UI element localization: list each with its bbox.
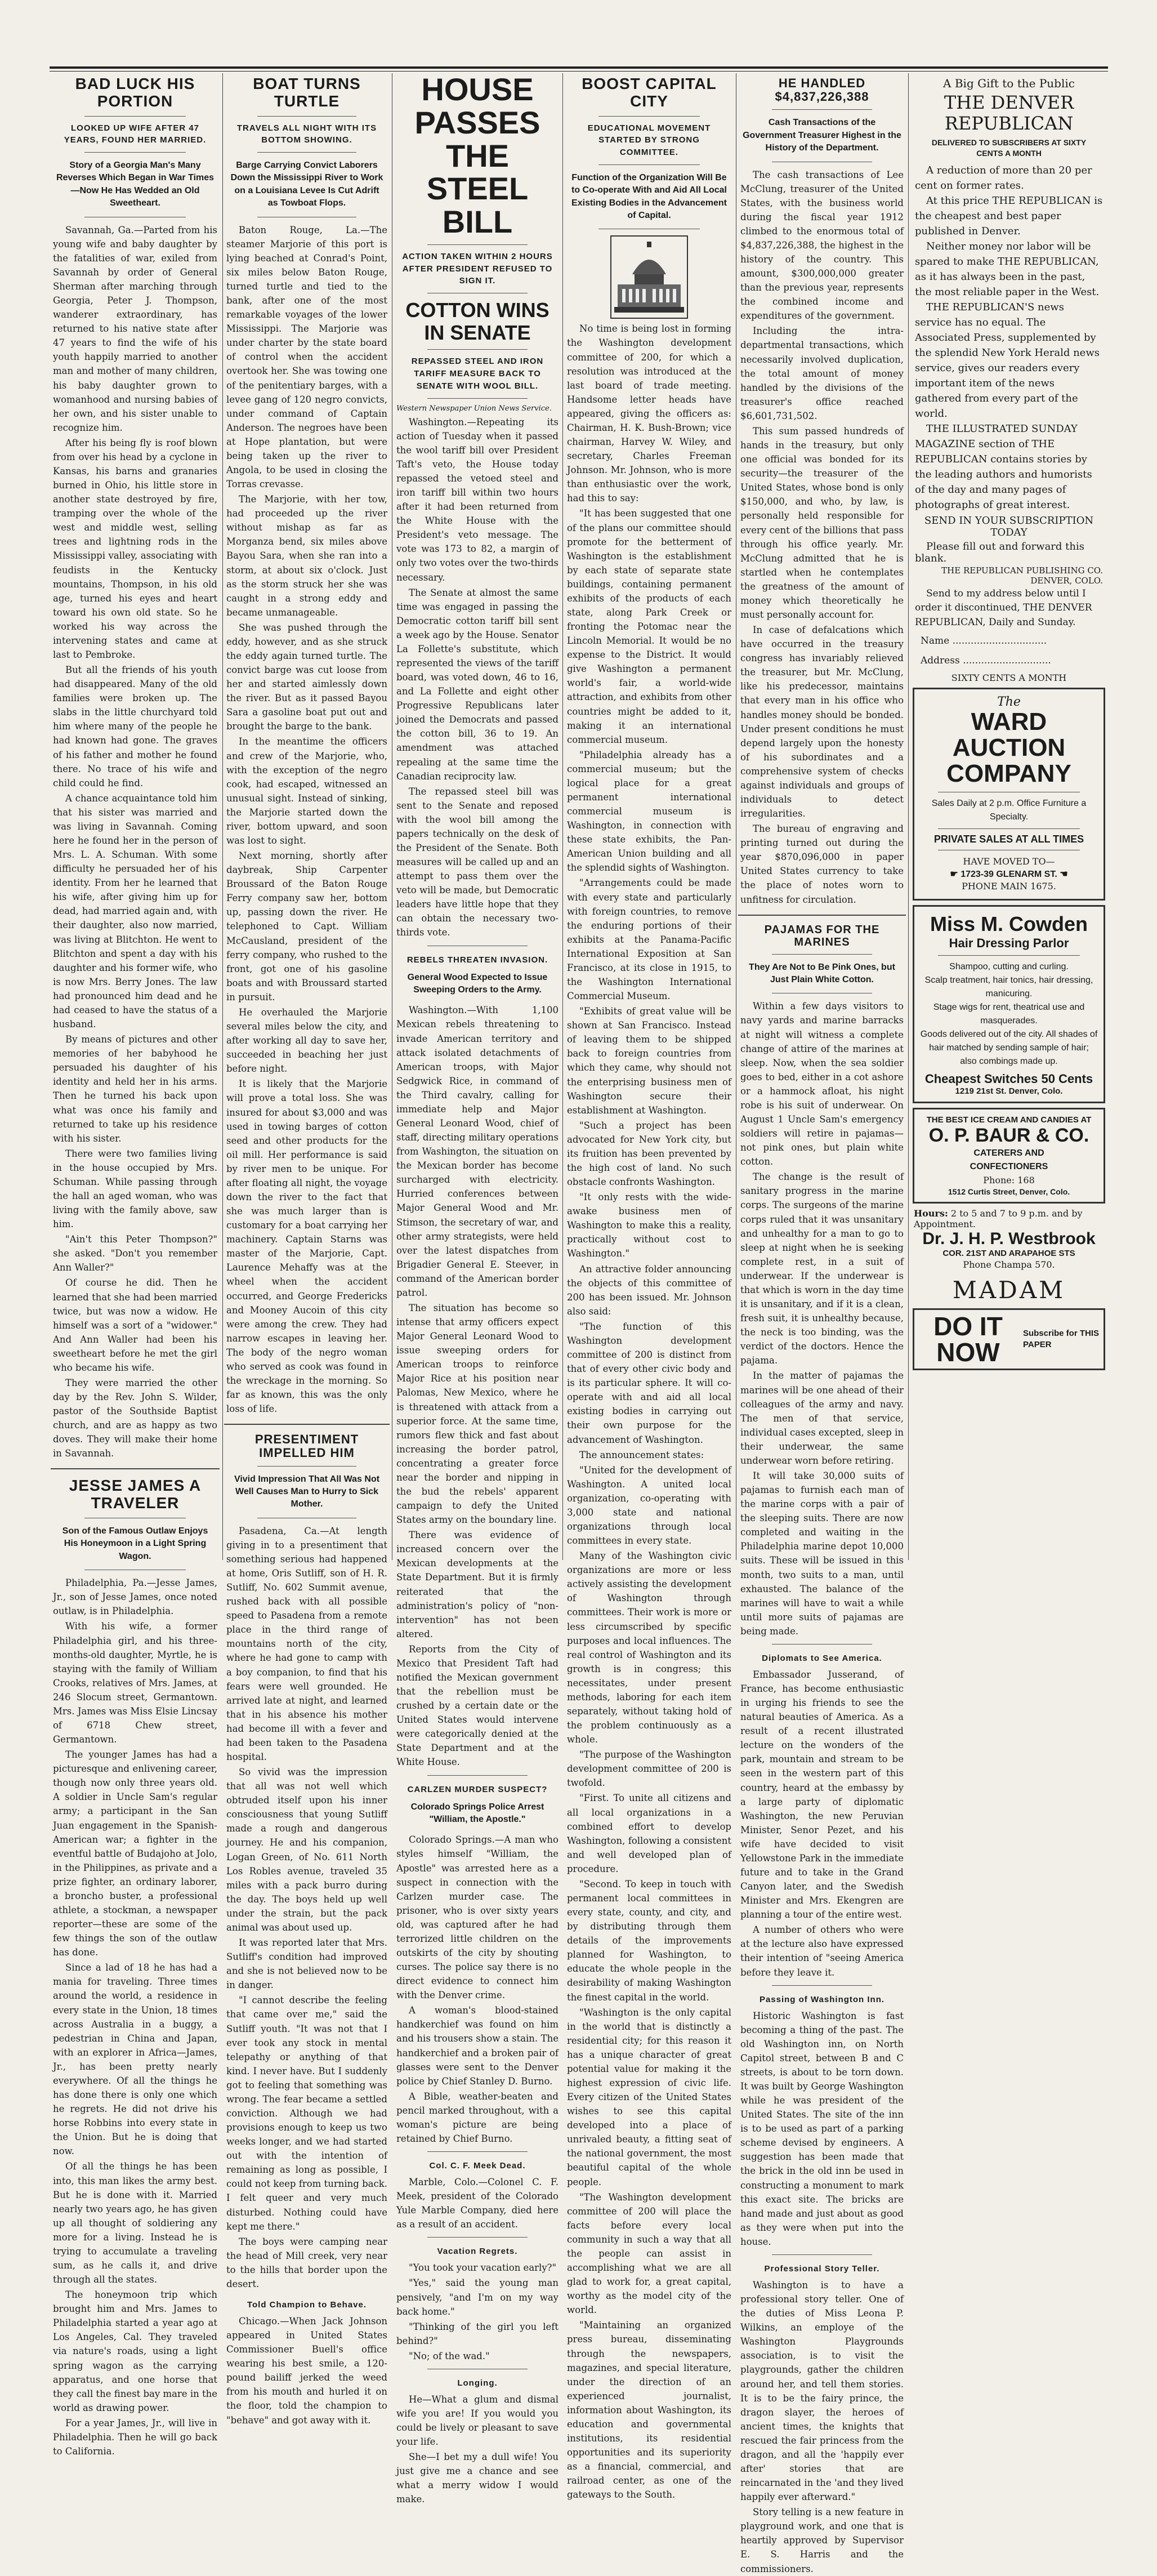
paragraph: It was reported later that Mrs. Sutliff's condition had improved and she is not believed now to be in danger. xyxy=(226,1937,387,1991)
cowden-services xyxy=(920,960,1098,1068)
paragraph: The repassed steel bill was sent to the Senate and reposed with the wool bill among the papers technically on the desk of the President of the Senate. Both measures will be called up and an attempt to pass them over the veto will be made, but Democratic leaders have little hope that they can obtain the necessary two-thirds vote. xyxy=(396,786,559,938)
ward-name: WARD AUCTION COMPANY xyxy=(946,708,1071,788)
paragraph: The Marjorie, with her tow, had proceeded up the river without mishap as far as Morganza bend, six miles above Bayou Sara, when she ran into a storm, at about six o'clock. Just as the storm struck her she was caught in a strong eddy and became unmanageable. xyxy=(226,494,387,618)
paragraph: The boys were camping near the head of Mill creek, very near to the hills that border upon the desert. xyxy=(226,2236,387,2289)
paragraph: After his being fly is roof blown from over his head by a cyclone in Kansas, his barns and granaries burned in Ohio, his little store in another state destroyed by fire, tramping over the whole of the west and middle west, selling trees and lightning rods in the Mississippi valley, associating with feudists in the Kentucky mountains, Thompson, in his old age, turned his eyes and heart toward his own old state. So he worked his way across the intervening states and came at last to Pembroke. xyxy=(53,437,217,660)
subdeck: Vivid Impression That All Was Not Well Causes Man to Hurry to Sick Mother. xyxy=(234,1474,380,1509)
do-it-now: DO IT NOW xyxy=(933,1311,1003,1367)
subdeck: General Wood Expected to Issue Sweeping Orders to the Army. xyxy=(407,972,548,995)
column-2 xyxy=(224,73,390,2426)
paragraph: The situation has become so intense that army officers expect Major General Leonard Wood to issue sweeping orders for American troops to reinforce Major Rice at his position near Palomas, New Mexico, where he is threatened with attack from a superior force. At the same time, rumors flew thick and fast about increasing the border patrol, concentrating a greater force near the border and nipping in the bud the rebels' apparent campaign to defy the United States army on the boundary line. xyxy=(396,1302,559,1526)
paragraph: "Such a project has been advocated for New York city, but its fruition has been prevented by the high cost of land. No such obstacle confronts Washington. xyxy=(567,1120,731,1188)
deck: EDUCATIONAL MOVEMENT STARTED BY STRONG COMMITTEE. xyxy=(587,123,711,158)
paragraph: At this price THE REPUBLICAN is the cheapest and best paper published in Denver. xyxy=(915,194,1103,237)
headline-cotton-wins: COTTON WINS IN SENATE xyxy=(405,298,550,344)
article-body xyxy=(53,1576,217,2458)
headline-house-passes: HOUSE PASSES THE STEEL BILL xyxy=(414,72,540,240)
paragraph: "Ain't this Peter Thompson?" she asked. "Don't you remember Ann Waller?" xyxy=(53,1234,217,1273)
paragraph: She—I bet my a dull wife! You just give me a chance and see what a merry widow I would make. xyxy=(396,2452,559,2505)
paragraph: Philadelphia, Pa.—Jesse James, Jr., son of Jesse James, once noted outlaw, is in Philadelphia. xyxy=(53,1577,217,1617)
deck: ACTION TAKEN WITHIN 2 HOURS AFTER PRESIDENT REFUSED TO SIGN IT. xyxy=(402,251,553,286)
paragraph: The honeymoon trip which brought him and Mrs. James to Philadelphia started a year ago at Los Angeles, Cal. They traveled via nature's roads, using a light spring wagon as the carrying apparatus, and one horse that they call the finest bay mare in the world as drawing power. xyxy=(53,2289,217,2413)
article-body xyxy=(740,999,904,1638)
subdeck: They Are Not to Be Pink Ones, but Just Plain White Cotton. xyxy=(749,962,895,984)
cowden-price: Cheapest Switches 50 Cents xyxy=(924,1071,1093,1086)
paragraph: Of course he did. Then he learned that she had been married twice, but was now a widow. He himself was a sort of a "widower." And Ann Waller had been his sweetheart before he met the girl who became his wife. xyxy=(53,1277,217,1373)
paragraph: Pasadena, Ca.—At length giving in to a presentiment that something serious had happened at home, Oris Sutliff, son of H. R. Sutliff, No. 602 Summit avenue, rushed back with all possible speed to Pasadena from a remote place in the third range of mountains north of the city, where he had gone to camp with a boy companion, to find that his fears were well grounded. He arrived late at night, and learned that in his absence his mother had become ill with a fever and had been taken to the Pasadena hospital. xyxy=(226,1525,387,1763)
paragraph: The change is the result of sanitary progress in the marine corps. The surgeons of the marine corps ruled that it was unsanitary and unhealthy for a man to go to sleep at night when he is seeking complete rest, in a suit of underwear. If the underwear is that which is worn in the day time it is unsanitary, and if it is a clean, fresh suit, it is unhealthy because, the neck is too binding, was the verdict of the doctors. Hence the pajama. xyxy=(740,1171,904,1366)
paragraph: "It only rests with the wide-awake business men of Washington to make this a reality, practically without cost to Washington." xyxy=(567,1192,731,1259)
paragraph: "Second. To keep in touch with permanent local committees in every state, county, and city, and by distributing through them details of the improvements planned for Washington, to educate the whole people in the desirability of making Washington the finest capital in the world. xyxy=(567,1878,731,2003)
paragraph: Next morning, shortly after daybreak, Ship Carpenter Broussard of the Baton Rouge Ferry company saw her, bottom up, passing down the river. He telephoned to Capt. William McCausland, president of the ferry company, who rushed to the front, got one of his gasoline boats and with Broussard started in pursuit. xyxy=(226,850,387,1002)
baur-address: 1512 Curtis Street, Denver, Colo. xyxy=(948,1187,1070,1196)
paragraph: The announcement states: xyxy=(579,1449,704,1460)
madam-text: MADAM xyxy=(952,1276,1066,1304)
paragraph: The Senate at almost the same time was engaged in passing the Democratic cotton tariff bill sent a week ago by the House. Senator La Follette's substitute, which represented the views of the tariff board, was voted down, 46 to 16, and La Follette and eight other Progressive Republicans later joined the Democrats and passed the cotton bill, 36 to 19. An amendment was attached repealing at the same time the Canadian reciprocity law. xyxy=(396,587,559,782)
divider xyxy=(598,116,700,117)
ad-title: THE DENVER REPUBLICAN xyxy=(944,92,1074,134)
paragraph: "It has been suggested that one of the plans our committee should promote for the betterment of Washington is the establishment by each state of separate state buildings, containing permanent exhibits of the products of each state, along Park Creek or fronting the Potomac near the Lincoln Memorial. It would be no expense to the District. It would give Washington a permanent world's fair, a world-wide attraction, and exhibits from other countries might be added to it, making it an international commercial museum. xyxy=(567,508,731,745)
headline-presentiment: PRESENTIMENT IMPELLED HIM xyxy=(254,1432,359,1460)
subdeck: Barge Carrying Convict Laborers Down the Mississippi River to Work on a Louisiana Levee Is Cut Adrift as Towboat Flops. xyxy=(230,161,383,208)
address-field[interactable]: Address ............................. xyxy=(921,655,1051,667)
paragraph: "Washington is the only capital in the world that is distinctly a residential city; for this reason it has a unique character of great potential value for making it the highest expression of civic life. Every citizen of the United States wishes to see this capital developed into a place of unrivaled beauty, a fitting seat of the national government, the most beautiful capital of the whole people. xyxy=(567,2007,731,2187)
baur-phone: Phone: 168 xyxy=(983,1174,1035,1186)
article-body xyxy=(396,1003,559,1769)
paragraph: It will take 30,000 suits of pajamas to furnish each man of the marine corps with a pair of the sleeping suits. There are now completed and waiting in the Philadelphia marine depot 10,000 suits. These will be issued in this month, two suits to a man, until exhausted. The balance of the marines will have to wait a while until more suits of pajamas are being made. xyxy=(740,1470,904,1637)
paragraph: The bureau of engraving and printing turned out during the year $870,096,000 in paper United States currency to take the place of notes worn to unfitness for circulation. xyxy=(740,823,904,905)
article-body xyxy=(567,322,731,2502)
paragraph: Savannah, Ga.—Parted from his young wife and baby daughter by the fatalities of war, exiled from Savannah by order of General Sherman after marching through Georgia, Peter J. Thompson, wanderer extraordinary, has returned to his native state after 47 years to find the wife of his youth happily married to another man and mother of many children, his baby daughter grown to womanhood and nursing babies of her own, and his sister unable to recognize him. xyxy=(53,224,217,433)
paragraph: Chicago.—When Jack Johnson appeared in United States Commissioner Buell's office wearing his best smile, a 120-pound bailiff jerked the weed from his mouth and hurled it on the floor, told the champion to "behave" and got away with it. xyxy=(226,2315,387,2426)
top-rule xyxy=(50,66,1108,69)
paragraph: Historic Washington is fast becoming a thing of the past. The old Washington inn, on North Capitol street, between B and C streets, is about to be torn down. It was built by George Washington while he was president of the United States. The site of the inn is to be used as part of a parking scheme devised by engineers. A suggestion has been made that the brick in the old inn be used in constructing a monument to mark this exact site. The bricks are hand made and just about as good as they were when put into the house. xyxy=(740,2010,904,2247)
paragraph: Washington.—With 1,100 Mexican rebels threatening to invade American territory and attack isolated detachments of American troops, with Major Sedgwick Rice, in command of the Third cavalry, calling for immediate help and Major General Leonard Wood, chief of staff, directing military operations from Washington, the situation on the Mexican border has become surcharged with electricity. Hurried conferences between Major General Wood and Mr. Stimson, the secretary of war, and other army strategists, were held over the latest dispatches from Brigadier General E. Steever, in command of the American border patrol. xyxy=(396,1005,559,1298)
ward-address-text: 1723-39 GLENARM ST. xyxy=(961,869,1057,879)
capitol-building-illustration xyxy=(610,235,689,319)
ad-intro: A Big Gift to the Public xyxy=(943,77,1075,90)
paragraph: Of all the things he has been into, this man likes the army best. But he is done with it. Married nearly two years ago, he has given up all thought of soldiering any more for a living. Instead he is trying to accumulate a traveling sum, as he calls it, and drive through all the states. xyxy=(53,2161,217,2285)
article-body xyxy=(396,1833,559,2146)
headline-pajamas: PAJAMAS FOR THE MARINES xyxy=(764,923,880,948)
paragraph: For a year James, Jr., will live in Philadelphia. Then he will go back to California. xyxy=(53,2417,217,2457)
column-4 xyxy=(565,73,734,2501)
fill-blank: Please fill out and forward this blank. xyxy=(915,540,1084,564)
paragraph: "No; of the wad." xyxy=(409,2350,490,2361)
divider xyxy=(738,915,906,916)
paragraph: "I cannot describe the feeling that came over me," said the Sutliff youth. "It was not that I ever took any stock in mental telepathy or anything of that kind. I never have. But I suddenly got to feeling that something was wrong. The fear became a settled conviction. Although we had provisions enough to keep us two weeks longer, and we had started out with the intention of remaining as long as possible, I could not keep from turning back. I felt queer and very much disturbed. Nothing could have kept me there." xyxy=(226,1995,387,2232)
divider xyxy=(427,244,528,245)
paragraph: "Arrangements could be made with every state and particularly with foreign countries, to remove the enduring portions of their exhibits at the Panama-Pacific International Exposition at San Francisco, at its close in 1915, to the Washington International Commercial Museum. xyxy=(567,877,731,1002)
paragraph: Neither money nor labor will be spared to make THE REPUBLICAN, as it has always been in the past, the most reliable paper in the West. xyxy=(915,240,1100,298)
article-body xyxy=(740,168,904,907)
paragraph: Reports from the City of Mexico that President Taft had notified the Mexican government that the rebellion must be crushed by a certain date or the United States would intervene were categorically denied at the State Department and at the White House. xyxy=(396,1643,559,1768)
paragraph: Including the intra-departmental transactions, which necessarily involved duplication, the total amount of money handled by the divisions of the treasurer's office reached $6,601,731,502. xyxy=(740,326,904,421)
service-line: Goods delivered out of the city. All shades of hair matched by sending sample of hair; also combings made up. xyxy=(920,1029,1098,1066)
divider xyxy=(772,954,873,955)
divider xyxy=(598,164,700,165)
deck: LOOKED UP WIFE AFTER 47 YEARS, FOUND HER MARRIED. xyxy=(64,123,207,145)
paragraph: There were two families living in the house occupied by Mrs. Schuman. While passing through the hall an aged woman, who was living with the family above, saw him. xyxy=(53,1148,217,1230)
column-separator xyxy=(222,73,223,1560)
paragraph: "United for the development of Washington. A united local organization, co-operating with 3,000 state and national organizations through local committees in every state. xyxy=(567,1464,731,1547)
column-5 xyxy=(738,73,906,2574)
headline-jesse-james: JESSE JAMES A TRAVELER xyxy=(69,1477,202,1512)
paragraph: So vivid was the impression that all was not well which obtruded itself upon his inner consciousness that young Sutliff made a rough and dangerous journey. He and his companion, Logan Green, of No. 611 North Los Robles avenue, traveled 35 miles with a pack burro during the day. The boys held up well under the strain, but the pack animal was about used up. xyxy=(226,1767,387,1933)
column-6-ads xyxy=(910,73,1107,1560)
divider xyxy=(772,1985,873,1986)
article-body xyxy=(226,223,387,1416)
paragraph: This sum passed hundreds of hands in the treasury, but only one official was bonded for its security—the treasurer of the United States, whose bond is only $150,000, and who, by law, is personally held responsible for every cent of the billions that pass through his office yearly. Mr. McClung admitted that he is startled when he contemplates the greatness of the amount of money which theoretically he must personally account for. xyxy=(740,425,904,620)
article-body xyxy=(396,415,559,940)
cowden-sub: Hair Dressing Parlor xyxy=(949,935,1069,950)
order-text: Send to my address below until I order it discontinued, THE DENVER REPUBLICAN, Daily and Sunday. xyxy=(915,587,1092,628)
send-subscription: SEND IN YOUR SUBSCRIPTION TODAY xyxy=(924,514,1094,538)
subdeck: Colorado Springs Police Arrest "William, the Apostle." xyxy=(410,1802,544,1824)
paragraph: In the matter of pajamas the marines will be one ahead of their colleagues of the army and navy. The men of that service, individual cases excepted, sleep in their underwear, the same underwear worn before retiring. xyxy=(740,1370,904,1466)
paragraph: "You took your vacation early?" xyxy=(409,2262,557,2274)
paragraph: Marble, Colo.—Colonel C. F. Meek, president of the Colorado Yule Marble Company, died here as a result of an accident. xyxy=(396,2177,559,2230)
do-it-now-sub: Subscribe for THIS PAPER xyxy=(1022,1329,1099,1349)
divider xyxy=(224,1424,390,1425)
paragraph: Within a few days visitors to navy yards and marine barracks at night will witness a complete change of attire of the marines at sleep. Now, when the sea soldier goes to bed, either in a cot ashore or a hammock afloat, his night robe is his suit of underwear. On August 1 Uncle Sam's emergency soldiers will retire in pajamas—not pink ones, but plain white cotton. xyxy=(740,1001,904,1167)
hand-pointer-icon: ☛ xyxy=(950,869,958,879)
paragraph: In the meantime the officers and crew of the Marjorie, who, with the exception of the negro cook, had escaped, witnessed an unusual sight. Instead of sinking, the Marjorie started down the river, bottom upward, and soon was lost to sight. xyxy=(226,736,387,846)
paragraph: Baton Rouge, La.—The steamer Marjorie of this port is lying beached at Conrad's Point, six miles below Baton Rouge, turned turtle and tied to the bank, after one of the most remarkable voyages of the lower Mississippi. The Marjorie was under charter by the state board of control when the accident overtook her. She was towing one of the penitentiary barges, with a levee gang of 120 negro convicts, under command of Captain Anderson. The negroes have been at Hope plantation, but were being taken up the river to Angola, to be used in closing the Torras crevasse. xyxy=(226,224,387,490)
paragraph: With his wife, a former Philadelphia girl, and his three-months-old daughter, Myrtle, he is staying with the family of William Crooks, relatives of Mrs. James, at 246 Slocum street, Germantown. Mrs. James was Miss Elsie Lincsay of 6718 Chew street, Germantown. xyxy=(53,1621,217,1745)
paragraph: A number of others who were at the lecture also have expressed their intention of "seeing America before they leave it. xyxy=(740,1924,904,1978)
article-body xyxy=(740,2009,904,2249)
paragraph: THE REPUBLICAN'S news service has no equal. The Associated Press, supplemented by the splendid New York Herald news service, gives our readers every important item of the news gathered from every part of the world. xyxy=(915,301,1100,420)
subdeck: Son of the Famous Outlaw Enjoys His Honeymoon in a Light Spring Wagon. xyxy=(62,1526,208,1561)
headline-boat-turns-turtle: BOAT TURNS TURTLE xyxy=(253,75,361,110)
deck: REPASSED STEEL AND IRON TARIFF MEASURE BACK TO SENATE WITH WOOL BILL. xyxy=(411,356,544,391)
news-service-credit: Western Newspaper Union News Service. xyxy=(396,404,552,413)
hand-pointer-icon: ☚ xyxy=(1060,869,1068,879)
column-separator xyxy=(562,73,563,1560)
paragraph: Many of the Washington civic organizations are more or less actively assisting the development of Washington through committees. Their work is more or less circumscribed by specific purposes and local influences. The real control of Washington and its growth is in congress; this necessitates, under present methods, laboring for each item separately, without taking hold of the problem continuously as a whole. xyxy=(567,1550,731,1745)
price-line: SIXTY CENTS A MONTH xyxy=(951,672,1067,684)
column-separator xyxy=(908,73,909,1560)
cowden-ad xyxy=(913,905,1105,1103)
westbrook-ad xyxy=(914,1208,1104,1304)
do-it-now-ad xyxy=(913,1308,1105,1370)
cowden-name: Miss M. Cowden xyxy=(930,912,1088,935)
paragraph: "Philadelphia already has a commercial museum; but the logical place for a great permanent international commercial museum is Washington, in connection with these state exhibits, the Pan-American Union building and all the splendid sights of Washington. xyxy=(567,749,731,873)
subdeck: Cash Transactions of the Government Treasurer Highest in the History of the Department. xyxy=(743,118,901,153)
baur-top: THE BEST ICE CREAM AND CANDIES AT xyxy=(926,1115,1092,1125)
paragraph: A chance acquaintance told him that his sister was married and was living in Savannah. Coming here he found her in the person of Mrs. L. A. Schuman. With some difficulty he persuaded her of his identity. From her he learned that his wife, after giving him up for dead, had married again and, with their daughter, also now married, was living at Blitchton. He went to Blitchton and spent a day with his daughter and his former wife, who is now Mrs. Berry Jones. The law had pronounced him dead and he had ceased to have the status of a husband. xyxy=(53,792,217,1030)
baur-line: CATERERS AND xyxy=(973,1148,1044,1158)
paragraph: A reduction of more than 20 per cent on former rates. xyxy=(915,164,1092,191)
paragraph: "The purpose of the Washington development committee of 200 is twofold. xyxy=(567,1749,731,1789)
paragraph: THE ILLUSTRATED SUNDAY MAGAZINE section of THE REPUBLICAN contains stories by the leading authors and humorists of the day and many pages of photographs of great interest. xyxy=(915,422,1092,511)
paragraph: By means of pictures and other memories of her babyhood he persuaded his daughter of his identity and held her in his arms. Then he turned his back upon what was once his family and returned to take up his residence with his sister. xyxy=(53,1034,217,1144)
headline-he-handled: HE HANDLED $4,837,226,388 xyxy=(775,76,869,104)
divider xyxy=(427,1775,528,1776)
paragraph: "Yes," said the young man pensively, "and I'm on my way back home." xyxy=(396,2278,559,2317)
headline-bad-luck: BAD LUCK HIS PORTION xyxy=(75,75,195,110)
paragraph: "First. To unite all citizens and all local organizations in a combined effort to develop Washington, following a consistent and well developed plan of procedure. xyxy=(567,1793,731,1874)
ward-sales: Sales Daily at 2 p.m. Office Furniture a Specialty. xyxy=(931,798,1087,822)
paragraph: But all the friends of his youth had disappeared. Many of the old families were broken up. The slabs in the little churchyard told him where many of the people he had known had gone. The graves of his father and mother he found there. No trace of his wife and child could he find. xyxy=(53,665,217,788)
paragraph: There was evidence of increased concern over the Mexican developments at the State Department. But it is firmly reiterated that the administration's policy of "non-intervention" has not been altered. xyxy=(396,1530,559,1639)
paragraph: "Exhibits of great value will be shown at San Francisco. Instead of leaving them to be shipped back to foreign countries from which they came, why should not the enterprising business men of Washington secure their establishment at Washington. xyxy=(567,1006,731,1116)
divider xyxy=(84,116,186,117)
article-body xyxy=(740,2278,904,2576)
divider xyxy=(938,955,1080,956)
paragraph: "Thinking of the girl you left behind?" xyxy=(396,2321,559,2346)
paragraph: The cash transactions of Lee McClung, treasurer of the United States, with the business world during the fiscal year 1912 climbed to the enormous total of $4,837,226,388, the highest in the history of the country. This amount, $300,000,000 greater than the previous year, represents the combined income and expenditures of the government. xyxy=(740,169,904,322)
service-line: Scalp treatment, hair tonics, hair dressing, manicuring. xyxy=(924,975,1093,999)
paragraph: In case of defalcations which have occurred in the treasury congress has invariably relieved the treasurer, but Mr. McClung, like his predecessor, maintains that every man in his office who handles money should be bonded. Under present conditions he must depend largely upon the honesty of his subordinates and a comprehensive system of checks against individuals and groups of individuals to detect irregularities. xyxy=(740,625,904,819)
section-heading: Told Champion to Behave. xyxy=(247,2299,367,2310)
paragraph: The younger James has had a picturesque and enlivening career, though now only three years old. A soldier in Uncle Sam's regular army; a participant in the San Juan engagement in the Spanish-American war; a fighter in the eventful battle of Budajoho at Jolo, in the Philippines, as private and a prize fighter, an ordinary laborer, a broncho buster, a professional athlete, a stockman, a newspaper reporter—these are some of the few things the son of the outlaw has done. xyxy=(53,1749,217,1958)
divider xyxy=(257,1466,356,1467)
divider xyxy=(938,828,1080,829)
paragraph: Embassador Jusserand, of France, has become enthusiastic in urging his friends to see the natural beauties of America. As a result of a recent illustrated lecture on the wonders of the park, mountain and stream to be seen in the western part of this country, heard at the embassy by a large party of diplomatic Washington, the new Peruvian Minister, Senor Pezet, and his wife have decided to visit Yellowstone Park in the immediate future and to take in the Grand Canyon later, and the Swedish Minister and Mrs. Ekengren are planning a tour of the entire west. xyxy=(740,1669,904,1920)
doctor-phone: Phone Champa 570. xyxy=(963,1259,1055,1270)
paragraph: A Bible, weather-beaten and pencil marked throughout, with a woman's picture are being retained by Chief Burno. xyxy=(396,2091,559,2144)
service-line: Shampoo, cutting and curling. xyxy=(949,961,1069,971)
divider xyxy=(427,2151,528,2152)
divider xyxy=(84,152,186,153)
hours-value: 2 to 5 and 7 to 9 p.m. and by Appointment. xyxy=(914,1207,1083,1229)
subdeck: Function of the Organization Will Be to Co-operate With and Aid All Local Existing Bodies in the Advancement of Capital. xyxy=(571,172,727,221)
paragraph: They were married the other day by the Rev. John S. Wilder, pastor of the Southside Baptist church, and are as happy as two doves. They will make their home in Savannah. xyxy=(53,1377,217,1459)
paragraph: He overhauled the Marjorie several miles below the city, and after working all day to save her, succeeded in beaching her just before night. xyxy=(226,1006,387,1075)
address-label: Address xyxy=(921,655,960,667)
section-heading: CARLZEN MURDER SUSPECT? xyxy=(407,1784,548,1794)
article-body xyxy=(396,2175,559,2231)
column-1 xyxy=(51,73,220,2457)
paragraph: She was pushed through the eddy, however, and as she struck the eddy again turned turtle. The convict barge was cut loose from her and started aimlessly down the river. But as it passed Bayou Sara a gasoline boat put out and brought the barge to the bank. xyxy=(226,622,387,732)
baur-name: O. P. BAUR & CO. xyxy=(928,1124,1089,1146)
ad-subtitle: DELIVERED TO SUBSCRIBERS AT SIXTY CENTS A MONTH xyxy=(931,137,1087,158)
paragraph: "Maintaining an organized press bureau, disseminating through the newspapers, magazines, and special literature, under the direction of an experienced journalist, information about Washington, its education and governmental institutions, its residential opportunities and its superiority as a financial, commercial, and railroad center, as one of the gateways to the South. xyxy=(567,2320,731,2501)
name-label: Name xyxy=(921,635,950,647)
article-body xyxy=(226,2314,387,2427)
top-rule-thin xyxy=(50,71,1108,72)
divider xyxy=(257,116,356,117)
paragraph: Colorado Springs.—A man who styles himself "William, the Apostle" was arrested here as a suspect in connection with the Carlzen murder case. The prisoner, who is over sixty years old, was captured after he had terrorized little children on the outskirts of the city by shouting curses. The police say there is no direct evidence to connect him with the Denver crime. xyxy=(396,1834,559,2001)
baur-line: CONFECTIONERS xyxy=(970,1161,1048,1171)
hours-line xyxy=(914,1208,1104,1229)
paragraph: Washington.—Repeating its action of Tuesday when it passed the wool tariff bill over President Taft's veto, the House today repassed the vetoed steel and iron tariff bill within two hours after it had been returned from the White House with the President's veto message. The vote was 173 to 82, a margin of only two votes over the two-thirds necessary. xyxy=(396,416,559,583)
paragraph: He—What a glum and dismal wife you are! If you would you could be lively or pleasant to save your life. xyxy=(396,2394,559,2448)
hours-label: Hours: xyxy=(914,1207,948,1219)
doctor-name: Dr. J. H. P. Westbrook xyxy=(922,1229,1096,1248)
divider xyxy=(257,152,356,153)
article-body xyxy=(226,1524,387,2291)
divider xyxy=(51,1468,220,1469)
publisher: THE REPUBLICAN PUBLISHING CO. DENVER, COLO. xyxy=(941,565,1103,586)
section-heading: Longing. xyxy=(457,2378,498,2388)
ward-private: PRIVATE SALES AT ALL TIMES xyxy=(933,833,1084,845)
ward-address xyxy=(920,868,1098,880)
section-heading: Diplomats to See America. xyxy=(762,1653,882,1663)
article-body xyxy=(53,223,217,1461)
section-heading: REBELS THREATEN INVASION. xyxy=(406,955,548,965)
denver-republican-ad xyxy=(915,77,1103,683)
divider xyxy=(772,2254,873,2255)
paragraph: Story telling is a new feature in playground work, and one that is heartily approved by Supervisor E. S. Harris and the commissioners. xyxy=(740,2507,904,2574)
divider xyxy=(427,398,528,399)
divider xyxy=(427,2237,528,2238)
baur-ad xyxy=(913,1108,1105,1204)
ward-auction-ad xyxy=(913,688,1105,901)
paragraph: "The function of this Washington development committee of 200 is distinct from that of every other civic body and is its particular sphere. It will co-operate with and aid all local existing bodies in carrying out their own purpose for the advancement of Washington. xyxy=(567,1321,731,1445)
section-heading: Vacation Regrets. xyxy=(437,2247,518,2257)
paragraph: Since a lad of 18 he has had a mania for traveling. Three times around the world, a residence in every state in the Union, 18 times across Australia in a buggy, a pedestrian in China and Japan, with an explorer in Africa—James, Jr., has been pretty nearly everywhere. Of all the things he has done there is only one which he regrets. He did not drive his horse Robbins into every state in the Union. But he is doing that now. xyxy=(53,1962,217,2157)
article-body xyxy=(396,2392,559,2507)
ward-moved: HAVE MOVED TO— xyxy=(963,855,1055,867)
name-field[interactable]: Name ............................... xyxy=(921,635,1047,647)
paragraph: "The Washington development committee of 200 will place the facts before every local community in such a way that all the people can assist in accomplishing what we are all glad to work for, a great capital, worthy as the model city of the world. xyxy=(567,2191,731,2316)
article-body xyxy=(396,2261,559,2363)
subdeck: Story of a Georgia Man's Many Reverses Which Began in War Times —Now He Has Wedded an Old Sweetheart. xyxy=(56,161,215,208)
article-body xyxy=(740,1668,904,1980)
paragraph: Washington is to have a professional story teller. One of the duties of Miss Leona P. Wilkins, an employe of the Washington Playgrounds association, is to visit the playgrounds, gather the children around her, and tell them stories. It is to be the fairy prince, the dragon slayer, the heroes of ancient times, the knights that rescued the fair princess from the dragon, and all the 'happily ever after' stories that are reincarnated in the 'and they lived happily ever afterward." xyxy=(740,2279,904,2503)
ad-body xyxy=(915,163,1103,512)
headline-boost-capital: BOOST CAPITAL CITY xyxy=(582,75,717,110)
ward-phone: PHONE MAIN 1675. xyxy=(962,880,1056,892)
divider xyxy=(427,349,528,350)
ward-the: The xyxy=(997,695,1021,710)
paragraph: A woman's blood-stained handkerchief was found on him and his trousers show a stain. The handkerchief and a broken pair of glasses were sent to the Denver police by Chief Stanley D. Burno. xyxy=(396,2005,559,2087)
paragraph: An attractive folder announcing the objects of this committee of 200 has been issued. Mr. Johnson also said: xyxy=(567,1263,731,1317)
paragraph: No time is being lost in forming the Washington development committee of 200, for which a resolution was introduced at the last board of trade meeting. Handsome letter heads have appeared, giving the officers as: Chairman, H. K. Bush-Brown; vice chairman, Harvey W. Wiley, and secretary, Charles Freeman Johnson. Mr. Johnson, who is more than enthusiastic over the work, had this to say: xyxy=(567,323,731,504)
doctor-address: COR. 21ST AND ARAPAHOE STS xyxy=(942,1248,1075,1258)
section-heading: Passing of Washington Inn. xyxy=(759,1994,885,2004)
cowden-address: 1219 21st St. Denver, Colo. xyxy=(955,1086,1063,1096)
section-heading: Col. C. F. Meek Dead. xyxy=(429,2161,526,2171)
paragraph: It is likely that the Marjorie will prove a total loss. She was insured for about $3,000 and was used in towing barges of cotton seed and other products for the oil mill. Her performance is said by river men to be unique. For after floating all night, the voyage down the river to the fact that she was much larger than is customary for a boat carrying her machinery. Captain Starns was master of the Marjorie, Capt. Laurence Mehaffy was at the wheel when the accident occurred, and George Fredericks and Mooney Aucoin of this city were among the crew. They had narrow escapes in leaving her. The body of the negro woman who served as cook was found in the wreckage in the morning. So far as known, this was the only loss of life. xyxy=(226,1078,387,1415)
divider xyxy=(772,109,873,110)
section-heading: Professional Story Teller. xyxy=(764,2263,880,2274)
column-3 xyxy=(394,72,561,2505)
service-line: Stage wigs for rent, theatrical use and masquerades. xyxy=(933,1002,1085,1026)
deck: TRAVELS ALL NIGHT WITH ITS BOTTOM SHOWING. xyxy=(236,123,377,145)
